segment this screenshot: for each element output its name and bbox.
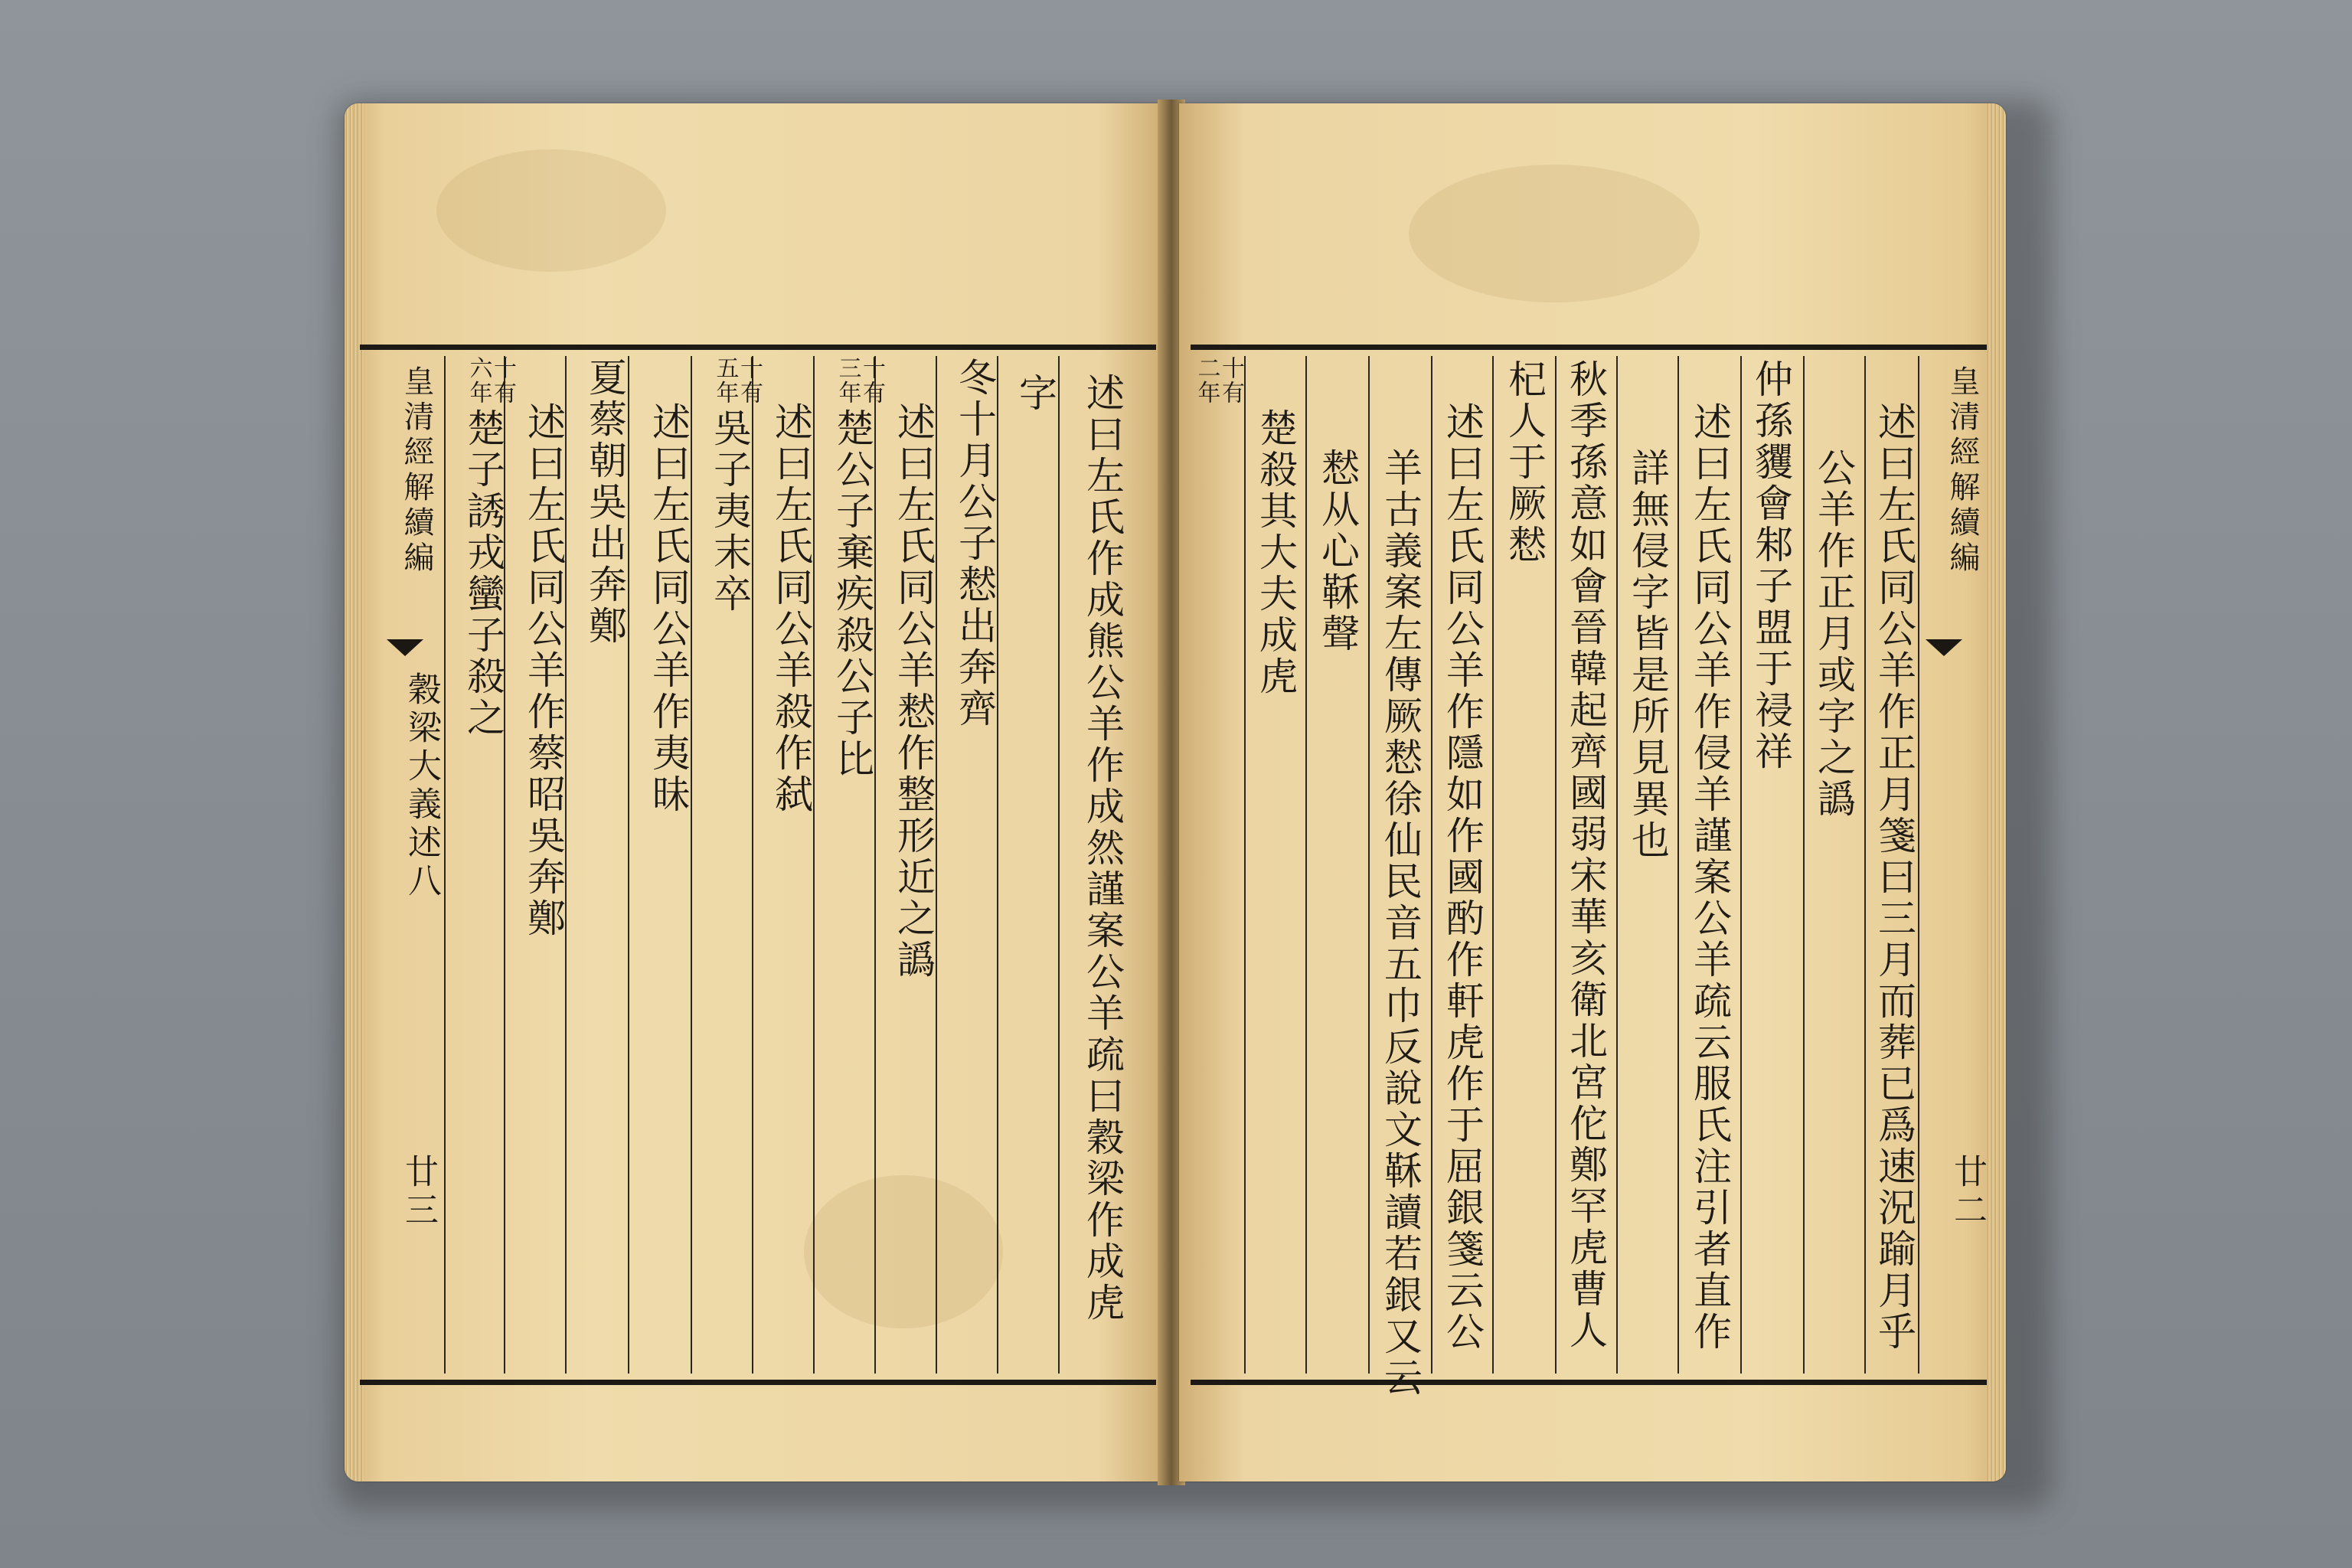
text-column: 冬十月公子慭出奔齊 (952, 358, 997, 730)
text-column: 楚公子棄疾殺公子比 (830, 408, 874, 780)
text-column: 夏蔡朝吳出奔鄭 (583, 358, 627, 647)
fishtail-mark (1926, 639, 1962, 656)
text-column: 述曰左氏同公羊作隱如作國酌作軒虎作于屈銀箋云公 (1440, 402, 1485, 1353)
text-column: 字 (1013, 373, 1057, 414)
folio-number: 廿二 (1948, 1154, 1987, 1230)
text-column: 楚殺其大夫成虎 (1253, 408, 1298, 697)
text-column: 楚子誘戎蠻子殺之 (461, 408, 505, 739)
text-column: 慭从心鞂聲 (1315, 448, 1360, 655)
text-column: 詳無侵字皆是所見異也 (1625, 448, 1670, 861)
year-note: 十有六年 (465, 356, 516, 405)
folio-number: 廿三 (399, 1154, 438, 1230)
text-column: 述曰左氏同公羊作蔡昭吳奔鄭 (521, 402, 566, 939)
banxin-title: 皇清經解續編 (399, 365, 434, 577)
text-column: 羊古義案左傳厥慭徐仙民音五巾反說文鞂讀若銀又云 (1378, 448, 1423, 1399)
text-column: 述曰左氏同公羊殺作弑 (769, 402, 813, 815)
text-column: 公羊作正月或字之譌 (1811, 448, 1856, 820)
year-note: 十有三年 (834, 356, 885, 405)
text-column: 吳子夷末卒 (707, 408, 752, 615)
banxin-subtitle: 穀梁大義述八 (402, 671, 441, 901)
text-column: 述曰左氏作成熊公羊作成然謹案公羊疏曰穀梁作成虎 (1080, 373, 1125, 1324)
right-page-edge (1986, 103, 2006, 1481)
text-column: 仲孫貜會邾子盟于祲祥 (1749, 359, 1793, 773)
year-note: 十有五年 (711, 356, 763, 405)
text-column: 杞人于厥慭 (1502, 359, 1547, 566)
banxin-title: 皇清經解續編 (1945, 365, 1980, 577)
year-note: 十有二年 (1193, 356, 1244, 405)
left-text-frame (360, 345, 1156, 1385)
text-column: 述曰左氏同公羊作正月箋曰三月而葬已爲速況踰月乎 (1872, 402, 1916, 1353)
right-text-frame (1191, 345, 1987, 1399)
text-column: 述曰左氏同公羊慭作整形近之譌 (891, 402, 936, 981)
fishtail-mark (387, 639, 423, 656)
text-column: 述曰左氏同公羊作夷昧 (646, 402, 691, 815)
text-column: 述曰左氏同公羊作侵羊謹案公羊疏云服氏注引者直作 (1687, 402, 1732, 1353)
text-column: 秋季孫意如會晉韓起齊國弱宋華亥衛北宮佗鄭罕虎曹人 (1563, 359, 1608, 1351)
